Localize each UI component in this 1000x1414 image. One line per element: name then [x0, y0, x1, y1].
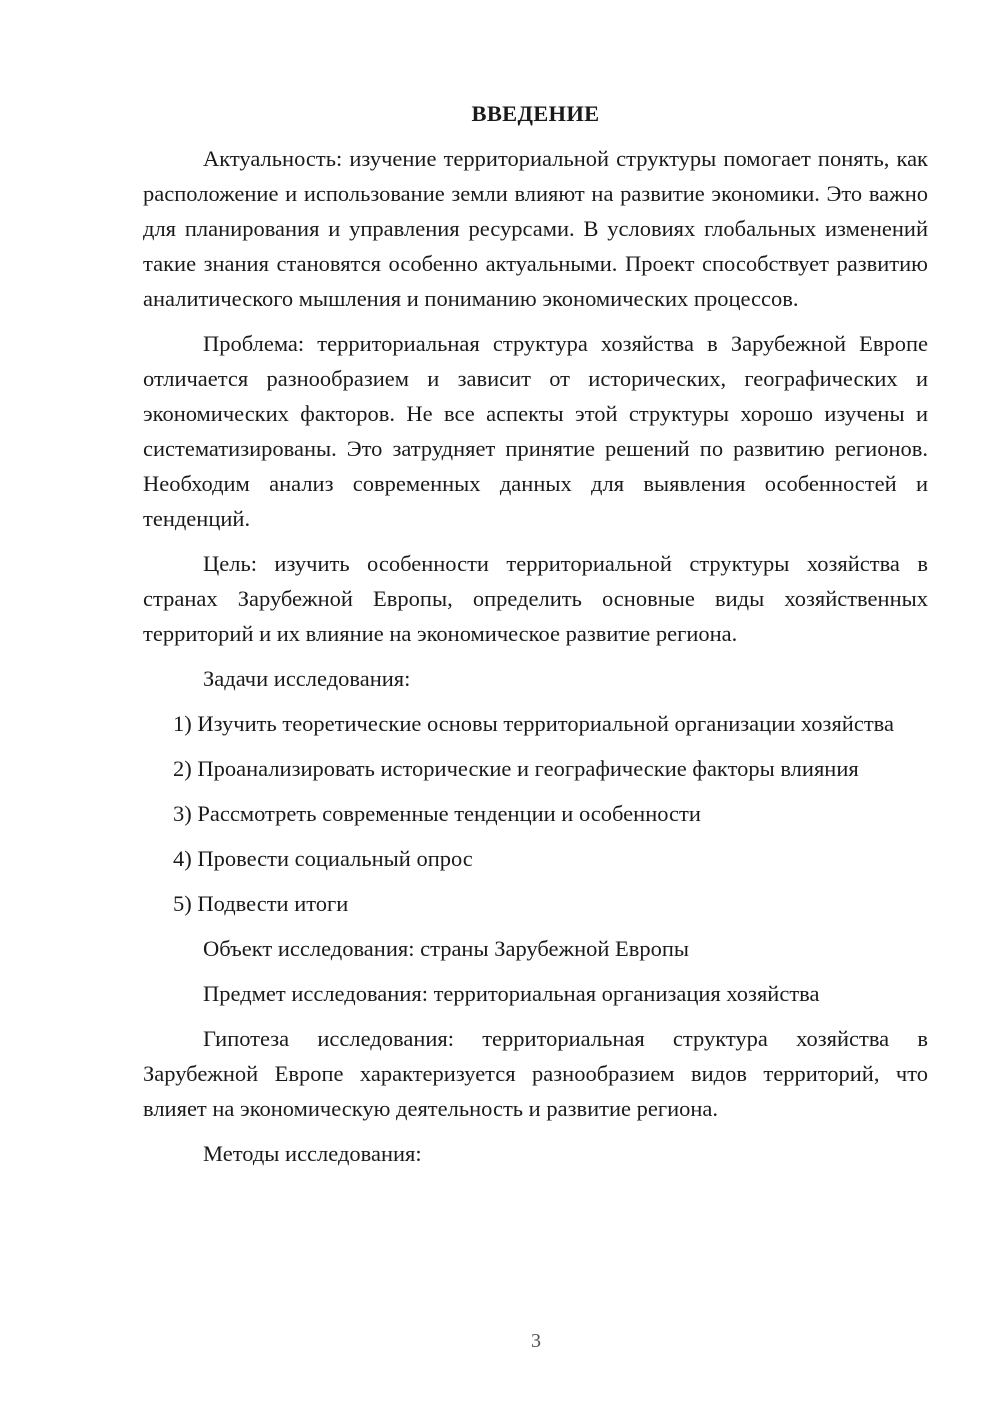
tasks-heading: Задачи исследования:: [203, 666, 411, 691]
hypothesis-paragraph: Гипотеза исследования: территориальная структура хозяйства в Зарубежной Европе характеризуется разнообразием видов территорий, что влияет на экономическую деятельность и развитие региона.: [143, 1026, 928, 1121]
task-item-3: 3) Рассмотреть современные тенденции и особенности: [173, 801, 701, 826]
task-item-5: 5) Подвести итоги: [173, 891, 349, 916]
object-line: Объект исследования: страны Зарубежной Европы: [203, 936, 690, 961]
task-item-4: 4) Провести социальный опрос: [173, 846, 473, 871]
page-number: 3: [531, 1330, 541, 1352]
methods-heading: Методы исследования:: [203, 1141, 422, 1166]
task-item-2: 2) Проанализировать исторические и географические факторы влияния: [173, 756, 859, 781]
goal-paragraph: Цель: изучить особенности территориальной структуры хозяйства в странах Зарубежной Европы, определить основные виды хозяйственных территорий и их влияние на экономическое развитие региона.: [143, 551, 928, 646]
document-page: [143, 96, 928, 1181]
problem-paragraph: Проблема: территориальная структура хозяйства в Зарубежной Европе отличается разнообразием и зависит от исторических, географических и экономических факторов. Не все аспекты этой структуры хорошо изучены и систематизированы. Это затрудняет принятие решений по развитию регионов. Необходим анализ современных данных для выявления особенностей и тенденций.: [143, 331, 928, 531]
relevance-paragraph: Актуальность: изучение территориальной структуры помогает понять, как расположение и использование земли влияют на развитие экономики. Это важно для планирования и управления ресурсами. В условиях глобальных изменений такие знания становятся особенно актуальными. Проект способствует развитию аналитического мышления и пониманию экономических процессов.: [143, 146, 928, 311]
task-item-1: 1) Изучить теоретические основы территориальной организации хозяйства: [173, 711, 894, 736]
section-title: ВВЕДЕНИЕ: [471, 101, 600, 126]
subject-line: Предмет исследования: территориальная организация хозяйства: [203, 981, 820, 1006]
